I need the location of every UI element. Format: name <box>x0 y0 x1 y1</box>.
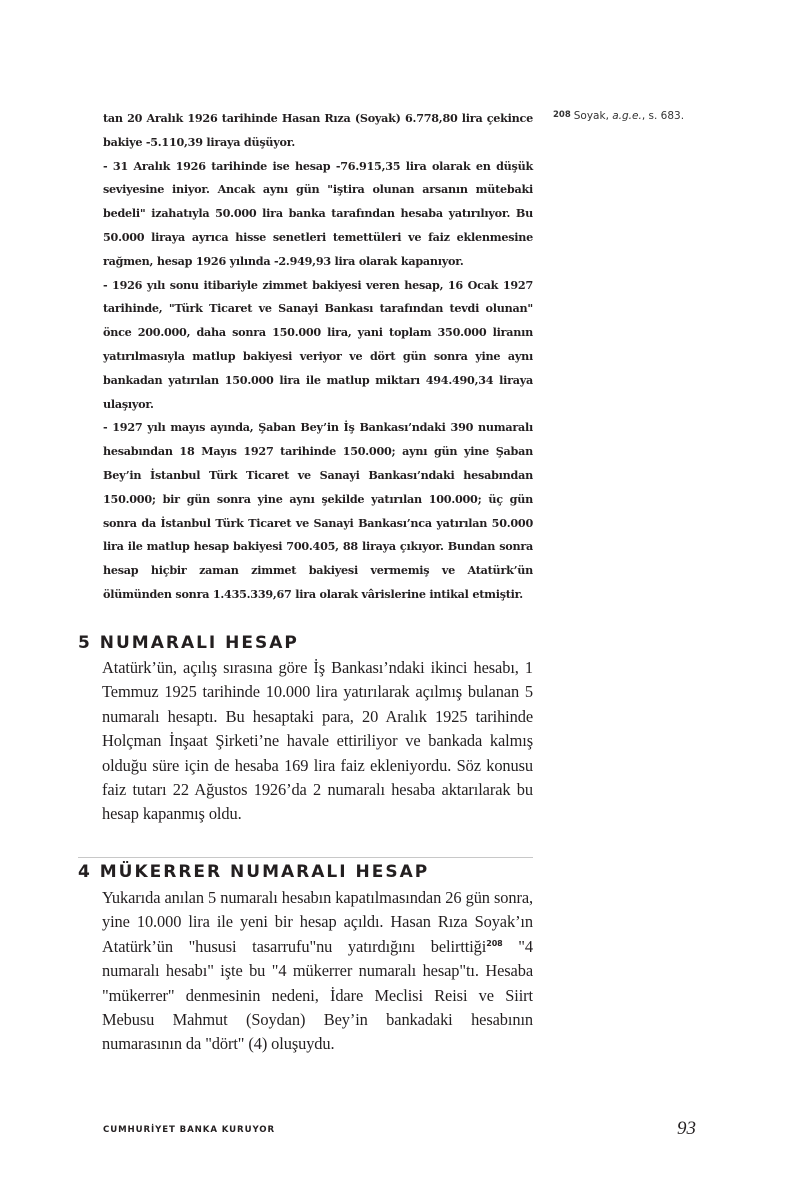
section-body <box>102 886 533 1057</box>
section-body <box>102 656 533 827</box>
paragraph: - 1926 yılı sonu itibariyle zimmet bakiyesi veren hesap, 16 Ocak 1927 tarihinde, "Türk Ticaret ve Sanayi Bankası tarafından tevdi olunan" önce 200.000, daha sonra 150.000 lira, yani toplam 350.000 liranın yatırılmasıyla matlup bakiyesi veriyor ve dört gün sonra yine aynı bankadan yatırılan 150.000 lira ile matlup miktarı 494.490,34 liraya ulaşıyor. <box>103 277 533 411</box>
footnote-italic: a.g.e. <box>612 110 642 122</box>
page-number: 93 <box>677 1118 696 1139</box>
paragraph: Atatürk’ün, açılış sırasına göre İş Bankası’ndaki ikinci hesabı, 1 Temmuz 1925 tarihinde 10.000 lira yatırılarak açılmış bulanan 5 numaralı hesaptı. Bu hesaptaki para, 20 Aralık 1925 tarihinde Holçman İnşaat Şirketi’ne havale ettiriliyor ve bankada kalmış olduğu süre için de hesaba 169 lira faiz ekleniyordu. Söz konusu faiz tutarı 22 Ağustos 1926’da 2 numaralı hesaba aktarılarak bu hesap kapanmış oldu. <box>102 658 533 824</box>
footnote-reference[interactable]: 208 <box>486 938 503 948</box>
footnote-text: Soyak, <box>573 110 613 122</box>
running-title: CUMHURİYET BANKA KURUYOR <box>103 1125 275 1135</box>
paragraph: tan 20 Aralık 1926 tarihinde Hasan Rıza (Soyak) 6.778,80 lira çekince bakiye -5.110,39 liraya düşüyor. <box>103 111 533 149</box>
footnote <box>553 110 684 122</box>
continued-text-block <box>103 107 533 607</box>
paragraph-text: Yukarıda anılan 5 numaralı hesabın kapatılmasından 26 gün sonra, yine 10.000 lira ile yeni bir hesap açıldı. Hasan Rıza Soyak’ın Atatürk’ün "hususi tasarrufu"nu yatırdığını belirttiği <box>102 888 533 956</box>
paragraph <box>102 886 533 1057</box>
paragraph-text: "4 numaralı hesabı" işte bu "4 mükerrer numaralı hesap"tı. Hesaba "mükerrer" denmesinin nedeni, İdare Meclisi Reisi ve Siirt Mebusu Mahmut (Soydan) Bey’in bankadaki hesabının numarasının da "dört" (4) oluşuydu. <box>102 936 533 1054</box>
section-divider <box>78 857 533 858</box>
footnote-rest: , s. 683. <box>641 110 685 122</box>
footnote-number: 208 <box>553 110 571 120</box>
section-heading: 4 MÜKERRER NUMARALI HESAP <box>78 862 430 882</box>
paragraph: - 31 Aralık 1926 tarihinde ise hesap -76.915,35 lira olarak en düşük seviyesine iniyor. Ancak aynı gün "iştira olunan arsanın mütebaki bedeli" izahatıyla 50.000 lira banka tarafından hesaba yatırılıyor. Bu 50.000 liraya ayrıca hisse senetleri temettüleri ve faiz eklenmesine rağmen, hesap 1926 yılında -2.949,93 lira olarak kapanıyor. <box>103 158 533 268</box>
paragraph: - 1927 yılı mayıs ayında, Şaban Bey’in İş Bankası’ndaki 390 numaralı hesabından 18 Mayıs 1927 tarihinde 150.000; aynı gün yine Şaban Bey’in İstanbul Türk Ticaret ve Sanayi Bankası’ndaki hesabından 150.000; bir gün sonra yine aynı şekilde yatırılan 100.000; üç gün sonra da İstanbul Türk Ticaret ve Sanayi Bankası’nca yatırılan 50.000 lira ile matlup hesap bakiyesi 700.405, 88 liraya çıkıyor. Bundan sonra hesap hiçbir zaman zimmet bakiyesi vermemiş ve Atatürk’ün ölümünden sonra 1.435.339,67 lira olarak vârislerine intikal etmiştir. <box>103 420 533 601</box>
section-heading: 5 NUMARALI HESAP <box>78 633 299 653</box>
